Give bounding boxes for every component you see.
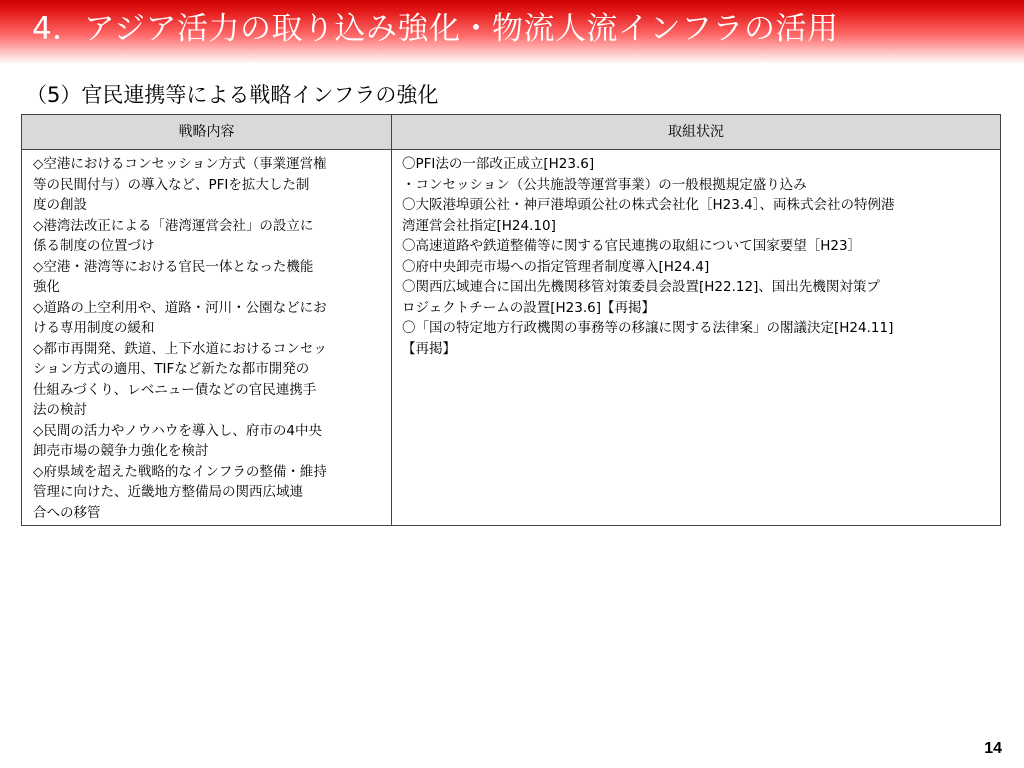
status-item-line: 湾運営会社指定[H24.10] xyxy=(402,217,556,234)
strategy-item-line: 度の創設 xyxy=(33,197,87,213)
status-item-line: 〇大阪港埠頭公社・神戸港埠頭公社の株式会社化［H23.4］、両株式会社の特例港 xyxy=(402,197,895,213)
strategy-item-line: ◇港湾法改正による「港湾運営会社」の設立に xyxy=(33,217,314,234)
strategy-item-line: ◇空港におけるコンセッション方式（事業運営権 xyxy=(33,156,327,172)
status-item-line: 〇高速道路や鉄道整備等に関する官民連携の取組について国家要望［H23］ xyxy=(402,238,862,254)
strategy-item-line: 法の検討 xyxy=(33,402,87,418)
strategy-item-line: ◇民間の活力やノウハウを導入し、府市の4中央 xyxy=(33,422,322,439)
status-item xyxy=(402,318,994,359)
status-item-line: 〇PFI法の一部改正成立[H23.6] xyxy=(402,156,595,172)
status-item xyxy=(402,154,994,195)
strategy-item xyxy=(33,298,383,339)
status-item-line: 〇関西広域連合に国出先機関移管対策委員会設置[H22.12]、国出先機関対策プ xyxy=(402,279,880,295)
strategy-item-line: ◇府県域を超えた戦略的なインフラの整備・維持 xyxy=(33,463,327,480)
strategy-item-line: 管理に向けた、近畿地方整備局の関西広域連 xyxy=(33,484,303,500)
strategy-item xyxy=(33,154,383,216)
status-item xyxy=(402,236,994,257)
strategy-item-line: ション方式の適用、TIFなど新たな都市開発の xyxy=(33,361,310,377)
strategy-item-line: 卸売市場の競争力強化を検討 xyxy=(33,443,209,459)
status-item xyxy=(402,195,994,236)
status-item-line: 〇「国の特定地方行政機関の事務等の移譲に関する法律案」の閣議決定[H24.11] xyxy=(402,320,894,336)
column-header-status: 取組状況 xyxy=(392,115,1000,150)
status-item-line: 【再掲】 xyxy=(402,340,456,357)
strategy-item xyxy=(33,421,383,462)
strategy-item-line: 仕組みづくり、レベニュー債などの官民連携手 xyxy=(33,381,317,398)
strategy-item-line: ◇道路の上空利用や、道路・河川・公園などにお xyxy=(33,299,327,316)
strategy-item-line: ◇空港・港湾等における官民一体となった機能 xyxy=(33,258,314,275)
strategy-item xyxy=(33,216,383,257)
status-item-line: ロジェクトチームの設置[H23.6]【再掲】 xyxy=(402,299,655,316)
status-item-line: ・コンセッション（公共施設等運営事業）の一般根拠規定盛り込み xyxy=(402,176,807,193)
strategy-item-line: 等の民間付与）の導入など、PFIを拡大した制 xyxy=(33,176,310,193)
strategy-item-line: 強化 xyxy=(33,279,60,295)
strategy-cell xyxy=(22,150,392,525)
strategy-item-line: ◇都市再開発、鉄道、上下水道におけるコンセッ xyxy=(33,340,327,357)
section-subtitle: （5）官民連携等による戦略インフラの強化 xyxy=(26,83,439,107)
column-header-strategy: 戦略内容 xyxy=(22,115,392,150)
status-item xyxy=(402,257,994,278)
strategy-item-line: 係る制度の位置づけ xyxy=(33,238,155,254)
strategy-table xyxy=(21,114,1001,526)
status-item-line: 〇府中央卸売市場への指定管理者制度導入[H24.4] xyxy=(402,258,710,275)
strategy-item-line: ける専用制度の緩和 xyxy=(33,320,155,336)
page-number: 14 xyxy=(984,740,1002,757)
page-title: 4．アジア活力の取り込み強化・物流人流インフラの活用 xyxy=(32,11,839,47)
status-item xyxy=(402,277,994,318)
strategy-item xyxy=(33,462,383,524)
strategy-item-line: 合への移管 xyxy=(33,504,101,521)
strategy-item xyxy=(33,257,383,298)
strategy-item xyxy=(33,339,383,421)
status-cell xyxy=(392,150,1000,525)
